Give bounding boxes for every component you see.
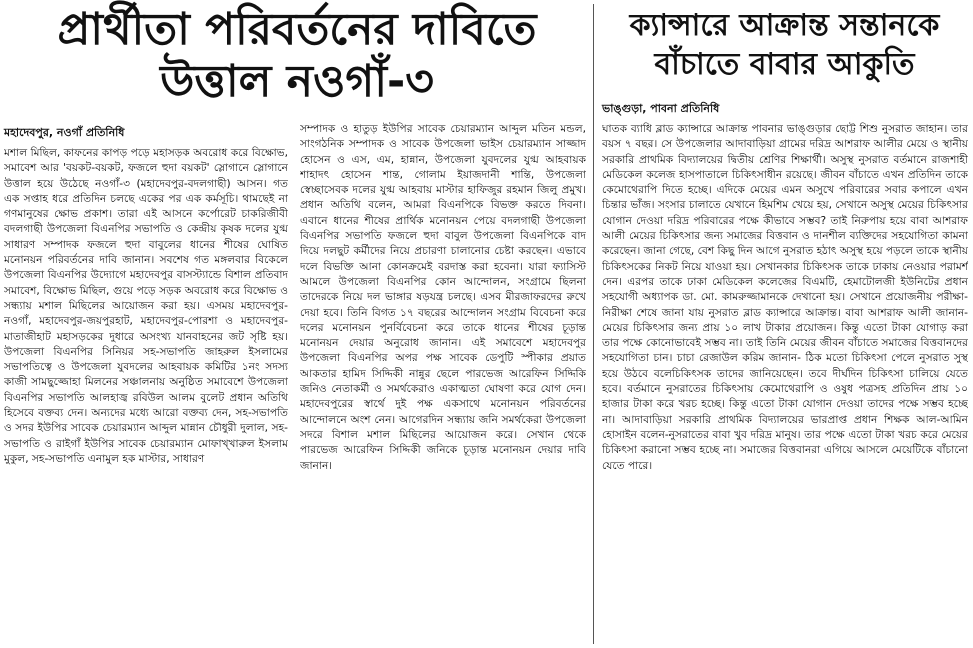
right-article	[598, 0, 973, 648]
column-divider	[593, 4, 594, 644]
left-article-byline: মহাদেবপুর, নওগাঁ প্রতিনিধি	[4, 126, 125, 139]
right-article-byline: ভাঙ্গুড়া, পাবনা প্রতিনিধি	[602, 102, 720, 115]
right-article-body: ঘাতক ব্যাধি ব্লাড ক্যান্সারে আক্রান্ত পাবনার ভাঙ্গুড়ার ছোট্ট শিশু নুসরাত জাহান। তার বয়স ৭ বছর। সে উপজেলার আদাবাড়িয়া গ্রামের দরিদ্র আশরাফ আলীর মেয়ে ও স্থানীয় সরকারি প্রাথমিক বিদ্যালয়ের দ্বিতীয় শ্রেণির শিক্ষার্থী। অসুস্থ নুসরাত বর্তমানে রাজশাহী মেডিকেল কলেজ হাসপাতালে চিকিৎসাধীন রয়েছে। জীবন বাঁচাতে এখন প্রতিদিন তাকে কেমোথেরাপি দিতে হচ্ছে। এদিকে মেয়ের এমন অসুখে পরিবারের সবার কপালে এখন চিন্তার ভাঁজ। সংসার চালাতে যেখানে হিমশিম খেয়ে হয়, সেখানে অসুস্থ মেয়ের চিকিৎসার যোগান দেওয়া দরিদ্র পরিবারের পক্ষে কীভাবে সম্ভব? তাই নিরুপায় হয়ে বাবা আশরাফ আলী মেয়ের চিকিৎসার জন্য সমাজের বিত্তবান ও দানশীল ব্যক্তিদের সহযোগিতা কামনা করেছেন। জানা গেছে, বেশ কিছু দিন আগে নুসরাত হঠাৎ অসুস্থ হয়ে পড়লে তাকে স্থানীয় চিকিৎসকের নিকট নিয়ে যাওয়া হয়। সেখানকার চিকিৎসক তাকে ঢাকায় নেওয়ার পরামর্শ দেন। এরপর তাকে ঢাকা মেডিকেল কলেজের বিএমটি, হেমাটোলজী ইউনিটের প্রধান সহযোগী অধ্যাপক ডা. মো. কামরুজ্জামানকে দেখানো হয়। সেখানে প্রয়োজনীয় পরীক্ষা-নিরীক্ষা শেষে জানা যায় নুসরাত ব্লাড ক্যান্সারে আক্রান্ত। বাবা আশরাফ আলী জানান-মেয়ের চিকিৎসার জন্য প্রায় ১০ লাখ টাকার প্রয়োজন। কিন্তু এতো টাকা যোগাড় করা তার পক্ষে কোনোভাবেই সম্ভব না। তাই তিনি মেয়ের জীবন বাঁচাতে সমাজের বিত্তবানদের সহযোগিতা চান। চাচা রেজাউল করিম জানান- ঠিক মতো চিকিৎসা পেলে নুসরাত সুস্থ হয়ে উঠবে বলেচিকিৎসক তাদের জানিয়েছেন। তবে দীর্ঘদিন চিকিৎসা চালিয়ে যেতে হবে। বর্তমানে নুসরাতের চিকিৎসায় কেমোথেরাপি ও ওষুধ পত্রসহ প্রতিদিন প্রায় ১০ হাজার টাকা করে খরচ হচ্ছে। কিন্তু এতো টাকা যোগান দেওয়া তাদের পক্ষে সম্ভব হচ্ছে না। আদাবাড়িয়া সরকারি প্রাথমিক বিদ্যালয়ের ভারপ্রাপ্ত প্রধান শিক্ষক আল-আমিন হোসাইন বলেন-নুসরাতের বাবা খুব দরিদ্র মানুষ। তার পক্ষে এতো টাকা খরচ করে মেয়ের চিকিৎসা করানো সম্ভব হচ্ছে না। সমাজের বিত্তবানরা এগিয়ে আসলে মেয়েটিকে বাঁচানো যেতে পারে।	[602, 123, 968, 472]
left-article-column-1: মশাল মিছিল, কাফনের কাপড় পড়ে মহাসড়ক অবরোধ করে বিক্ষোভ, সমাবেশ আর 'বয়কট-বয়কট, ফজলে হুদা বয়কট' স্লোগানে স্লোগানে উত্তাল হয়ে উঠেছে নওগাঁ-৩ (মহাদেবপুর-বদলগাছী) আসন। গত এক সপ্তাহ ধরে প্রতিদিন চলছে একের পর এক কর্মসূচি। থামছেই না গণমানুষের ক্ষোভ প্রকাশ। তারা এই আসনে কর্পোরেট চাকরিজীবী বদলগাছী উপজেলা বিএনপির সভাপতি ও কেন্দ্রীয় কৃষক দলের যুগ্ম সাধারণ সম্পাদক ফজলে হুদা বাবুলের ধানের শীষের ঘোষিত মনোনয়ন পরিবর্তনের দাবি জানান। সবশেষ গত মঙ্গলবার বিকেলে উপজেলা বিএনপির উদ্যোগে মহাদেবপুর বাসস্ট্যান্ডে বিশাল প্রতিবাদ সমাবেশ, বিক্ষোভ মিছিল, গুয়ে পড়ে সড়ক অবরোধ করে বিক্ষোভ ও সন্ধ্যায় মশাল মিছিলের আয়োজন করা হয়। এসময় মহাদেবপুর-নওগাঁ, মহাদেবপুর-জয়পুরহাট, মহাদেবপুর-পোরশা ও মহাদেবপুর-মাতাজীহাট মহাসড়কের দুধারে অসংখ্য যানবাহনের জট সৃষ্টি হয়। উপজেলা বিএনপির সিনিয়র সহ-সভাপতি জাহরুল ইসলামের সভাপতিত্বে ও উপজেলা যুবদলের আহবায়ক কমিটির ১নং সদস্য কাজী সামছুজ্জোহা মিলনের সঞ্চালনায় অনুষ্ঠিত সমাবেশে উপজেলা বিএনপির সভাপতি আলহাজ্ব রবিউল আলম বুলেট প্রধান অতিথি হিসেবে বক্তব্য দেন। অন্যদের মধ্যে আরো বক্তব্য দেন, সহ-সভাপতি ও সদর ইউপির সাবেক চেয়ারম্যান আব্দুল মান্নান চৌধুরী দুলাল, সহ-সভাপতি ও রাইগাঁ ইউপির সাবেক চেয়ারম্যান মোফাখ্খারুল ইসলাম মুকুল, সহ-সভাপতি এনামুল হক মাস্টার, সাধারণ	[4, 147, 288, 465]
left-article-column-2: সম্পাদক ও হাতুড় ইউপির সাবেক চেয়ারম্যান আব্দুল মতিন মন্ডল, সাংগঠনিক সম্পাদক ও সাবেক উপজেলা ভাইস চেয়ারম্যান সাজ্জাদ হোসেন ও এস, এম, হান্নান, উপজেলা যুবদলের যুগ্ম আহবায়ক শাহাদৎ হোসেন শান্ত, গোলাম ইয়াজদানী শান্তি, উপজেলা স্বেচ্ছাসেবক দলের যুগ্ম আহবায় মাস্টার হাফিজুর রহমান জিলু প্রমুখ। প্রধান অতিথি বলেন, আমরা বিএনপিকে বিভক্ত করতে দিবনা। এবানে ধানের শীষের প্রার্থিক মনোনয়ন পেয়ে বদলগাছী উপজেলা বিএনপির সভাপতি ফজলে হুদা বাবুল উপজেলা বিএনপিকে বাদ দিয়ে দলছুট কর্মীদের নিয়ে প্রচারণা চালানোর চেষ্টা করছেন। এভাবে দলে বিভক্তি আনা কোনক্রমেই বরদাস্ত করা হবেনা। যারা ফ্যাসিস্ট আমলে উপজেলা বিএনপির কোন আন্দোলন, সংগ্রামে ছিলনা তাদেরকে নিয়ে দল ভাঙ্গার ষড়যন্ত্র চলছে। এসব মীরজাফরদের রুখে দেয়া হবে। তিনি বিগত ১৭ বছরের আন্দোলন সংগ্রাম বিবেচনা করে দলের মনোনয়ন পুনর্বিবেচনা করে তাকে ধানের শীষের চূড়ান্ত মনোনয়ন দেয়ার অনুরোধ জানান। এই সমাবেশে মহাদেবপুর উপজেলা বিএনপির অপর পক্ষ সাবেক ডেপুটি স্পীকার প্রয়াত আকতার হামিদ সিদ্দিকী নান্নুর ছেলে পারভেজ আরেফিন সিদ্দিকি জনিও নেতাকর্মী ও সমর্থকেরাও একাত্মতা ঘোষণা করে যোগ দেন। মহাদেবপুরের স্বার্থে দুই পক্ষ একসাথে মনোনয়ন পরিবর্তনের আন্দোলনে অংশ নেন। আগেরদিন সন্ধ্যায় জনি সমর্থকেরা উপজেলা সদরে বিশাল মশাল মিছিলের আয়োজন করে। সেখান থেকে পারভেজ আরেফিন সিদ্দিকী জনিকে চূড়ান্ত মনোনয়ন দেয়ার দাবি জানান।	[300, 123, 586, 472]
left-article-headline: প্রার্থীতা পরিবর্তনের দাবিতে উত্তাল নওগাঁ-৩	[57, 4, 537, 107]
right-article-headline: ক্যান্সারে আক্রান্ত সন্তানকে বাঁচাতে বাবার আকুতি	[629, 8, 940, 82]
